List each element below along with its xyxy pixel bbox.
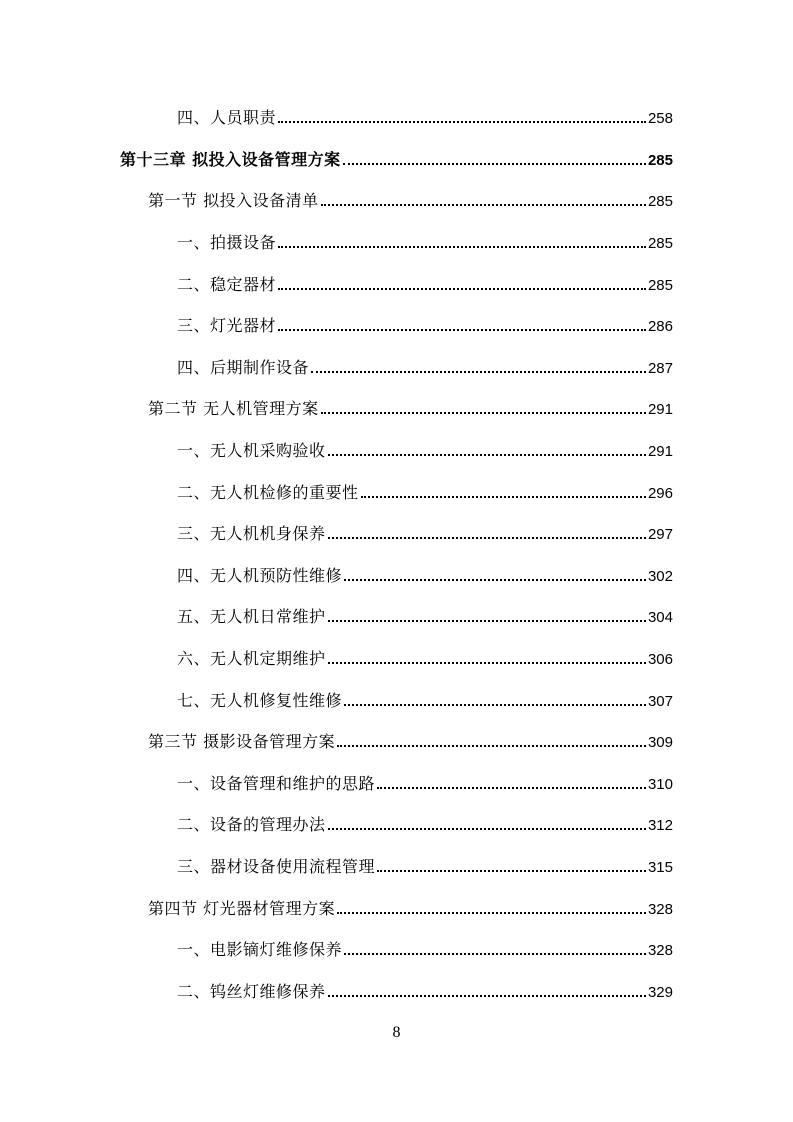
toc-dot-leader bbox=[278, 120, 646, 123]
toc-dot-leader bbox=[328, 619, 646, 622]
toc-entry-label: 四、后期制作设备 bbox=[177, 357, 310, 377]
toc-entry[interactable] bbox=[0, 429, 793, 471]
toc-dot-leader bbox=[337, 911, 646, 914]
toc-entry-page: 307 bbox=[647, 692, 673, 710]
toc-entry-label: 七、无人机修复性维修 bbox=[177, 690, 343, 710]
toc-entry-label: 五、无人机日常维护 bbox=[177, 607, 326, 627]
toc-entry-page: 297 bbox=[647, 526, 673, 544]
toc-dot-leader bbox=[343, 162, 646, 165]
toc-entry-page: 302 bbox=[647, 567, 673, 585]
toc-entry-label: 四、无人机预防性维修 bbox=[177, 565, 343, 585]
toc-entry-label: 三、无人机机身保养 bbox=[177, 524, 326, 544]
table-of-contents bbox=[0, 96, 793, 1011]
toc-entry-page: 328 bbox=[647, 942, 673, 960]
toc-entry[interactable] bbox=[0, 512, 793, 554]
toc-entry-label: 一、无人机采购验收 bbox=[177, 441, 326, 461]
toc-entry[interactable] bbox=[0, 96, 793, 138]
toc-entry[interactable] bbox=[0, 928, 793, 970]
toc-dot-leader bbox=[344, 952, 646, 955]
toc-entry-page: 258 bbox=[647, 110, 673, 128]
toc-entry-page: 312 bbox=[647, 817, 673, 835]
toc-dot-leader bbox=[344, 703, 646, 706]
toc-entry[interactable] bbox=[0, 470, 793, 512]
toc-entry[interactable] bbox=[0, 262, 793, 304]
toc-entry-label: 六、无人机定期维护 bbox=[177, 649, 326, 669]
toc-entry-label: 二、无人机检修的重要性 bbox=[177, 482, 359, 502]
toc-dot-leader bbox=[361, 495, 646, 498]
toc-dot-leader bbox=[328, 827, 646, 830]
toc-entry-page: 309 bbox=[647, 734, 673, 752]
toc-entry-page: 328 bbox=[647, 900, 673, 918]
toc-entry-label: 第二节 无人机管理方案 bbox=[148, 399, 319, 419]
toc-dot-leader bbox=[328, 453, 646, 456]
toc-entry-page: 285 bbox=[647, 151, 673, 169]
toc-entry-page: 286 bbox=[647, 318, 673, 336]
toc-dot-leader bbox=[278, 328, 646, 331]
toc-entry-page: 285 bbox=[647, 235, 673, 253]
toc-dot-leader bbox=[328, 536, 646, 539]
toc-entry-label: 二、设备的管理办法 bbox=[177, 815, 326, 835]
toc-entry[interactable] bbox=[0, 595, 793, 637]
toc-dot-leader bbox=[321, 203, 646, 206]
toc-dot-leader bbox=[328, 661, 646, 664]
toc-entry-page: 310 bbox=[647, 775, 673, 793]
toc-entry-page: 306 bbox=[647, 651, 673, 669]
toc-entry[interactable] bbox=[0, 221, 793, 263]
toc-entry[interactable] bbox=[0, 304, 793, 346]
toc-entry[interactable] bbox=[0, 803, 793, 845]
toc-entry-page: 304 bbox=[647, 609, 673, 627]
toc-dot-leader bbox=[311, 370, 646, 373]
toc-entry[interactable] bbox=[0, 762, 793, 804]
toc-entry[interactable] bbox=[0, 886, 793, 928]
toc-entry[interactable] bbox=[0, 637, 793, 679]
toc-entry[interactable] bbox=[0, 845, 793, 887]
toc-entry-page: 287 bbox=[647, 359, 673, 377]
toc-entry[interactable] bbox=[0, 969, 793, 1011]
toc-dot-leader bbox=[278, 245, 646, 248]
toc-entry-label: 二、钨丝灯维修保养 bbox=[177, 981, 326, 1001]
toc-entry-label: 第四节 灯光器材管理方案 bbox=[148, 898, 336, 918]
toc-entry-page: 329 bbox=[647, 983, 673, 1001]
toc-entry[interactable] bbox=[0, 720, 793, 762]
toc-dot-leader bbox=[328, 994, 646, 997]
toc-entry-label: 第一节 拟投入设备清单 bbox=[148, 191, 319, 211]
toc-entry-label: 三、器材设备使用流程管理 bbox=[177, 856, 376, 876]
toc-entry-label: 一、拍摄设备 bbox=[177, 233, 277, 253]
toc-entry-label: 第三节 摄影设备管理方案 bbox=[148, 732, 336, 752]
toc-dot-leader bbox=[321, 411, 646, 414]
toc-entry-label: 二、稳定器材 bbox=[177, 274, 277, 294]
toc-dot-leader bbox=[377, 869, 646, 872]
toc-entry-page: 285 bbox=[647, 193, 673, 211]
toc-entry-label: 三、灯光器材 bbox=[177, 316, 277, 336]
toc-entry[interactable] bbox=[0, 179, 793, 221]
toc-entry-label: 一、电影镝灯维修保养 bbox=[177, 940, 343, 960]
toc-dot-leader bbox=[278, 287, 646, 290]
toc-entry[interactable] bbox=[0, 138, 793, 180]
toc-entry-page: 315 bbox=[647, 858, 673, 876]
toc-entry-label: 四、人员职责 bbox=[177, 108, 277, 128]
toc-dot-leader bbox=[377, 786, 646, 789]
toc-entry[interactable] bbox=[0, 554, 793, 596]
toc-entry-page: 285 bbox=[647, 276, 673, 294]
toc-dot-leader bbox=[337, 744, 646, 747]
toc-entry-page: 296 bbox=[647, 484, 673, 502]
toc-entry[interactable] bbox=[0, 387, 793, 429]
toc-entry[interactable] bbox=[0, 346, 793, 388]
toc-entry[interactable] bbox=[0, 678, 793, 720]
toc-dot-leader bbox=[344, 578, 646, 581]
toc-entry-label: 第十三章 拟投入设备管理方案 bbox=[120, 149, 341, 169]
page-number: 8 bbox=[392, 1024, 401, 1041]
toc-entry-label: 一、设备管理和维护的思路 bbox=[177, 773, 376, 793]
toc-entry-page: 291 bbox=[647, 443, 673, 461]
toc-entry-page: 291 bbox=[647, 401, 673, 419]
